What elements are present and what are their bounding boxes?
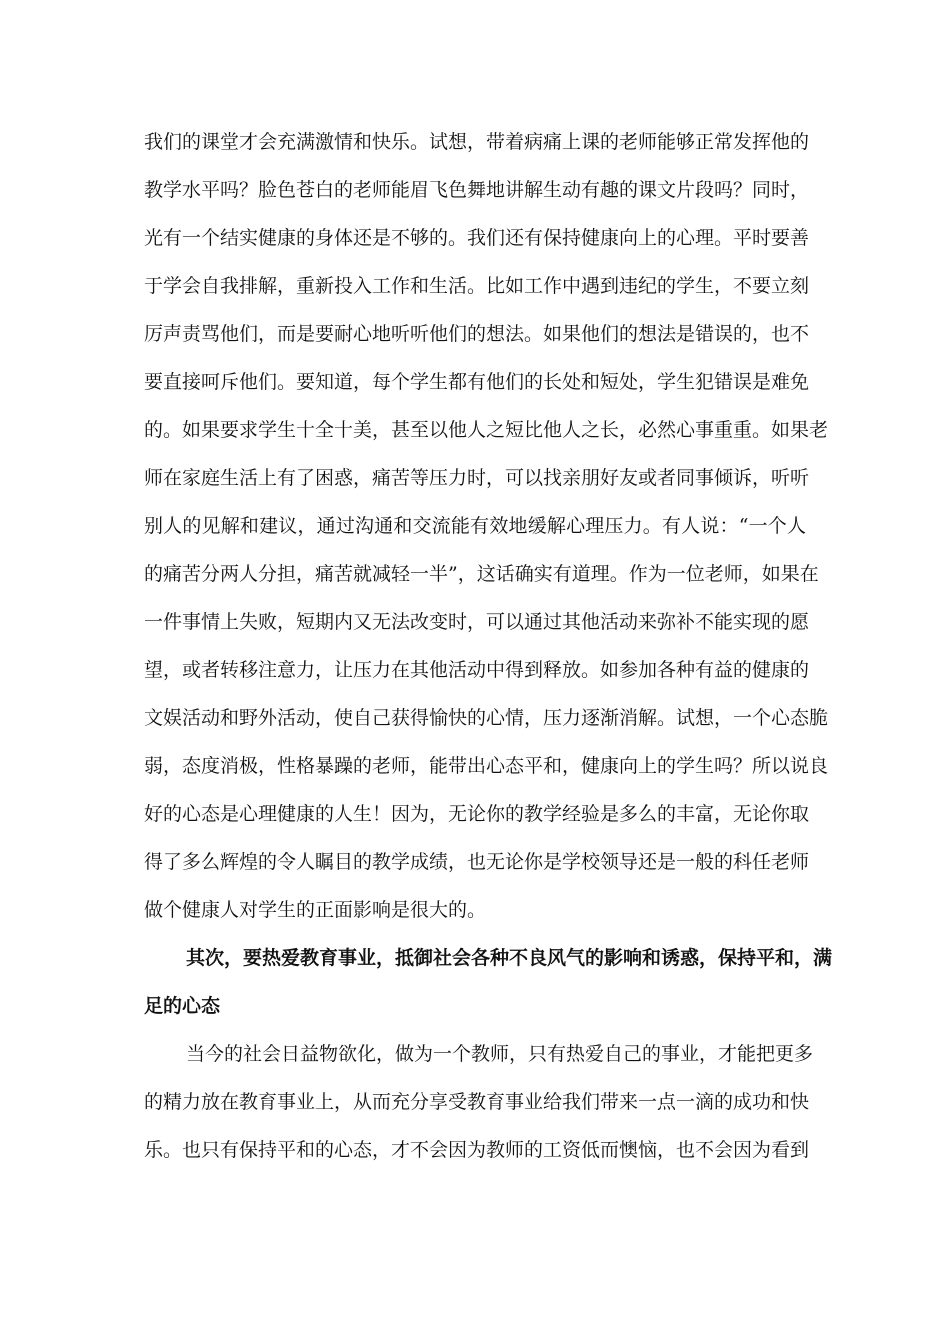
text-line: 光有一个结实健康的身体还是不够的。我们还有保持健康向上的心理。平时要善 xyxy=(144,227,810,249)
text-line: 弱，态度消极，性格暴躁的老师，能带出心态平和，健康向上的学生吗？所以说良 xyxy=(144,755,829,777)
text-line: 厉声责骂他们，而是要耐心地听听他们的想法。如果他们的想法是错误的，也不 xyxy=(144,323,810,345)
text-line: 一件事情上失败，短期内又无法改变时，可以通过其他活动来弥补不能实现的愿 xyxy=(144,611,810,633)
text-line: 教学水平吗？脸色苍白的老师能眉飞色舞地讲解生动有趣的课文片段吗？同时， xyxy=(144,179,810,201)
text-line: 师在家庭生活上有了困惑，痛苦等压力时，可以找亲朋好友或者同事倾诉，听听 xyxy=(144,467,810,489)
paragraph-health xyxy=(144,118,829,934)
text-line: 望，或者转移注意力，让压力在其他活动中得到释放。如参加各种有益的健康的 xyxy=(144,659,810,681)
document-body xyxy=(144,118,833,1174)
heading-line: 其次，要热爱教育事业，抵御社会各种不良风气的影响和诱惑，保持平和，满 xyxy=(186,947,833,969)
text-line: 乐。也只有保持平和的心态，才不会因为教师的工资低而懊恼，也不会因为看到 xyxy=(144,1139,810,1161)
text-line: 的。如果要求学生十全十美，甚至以他人之短比他人之长，必然心事重重。如果老 xyxy=(144,419,829,441)
paragraph-career xyxy=(144,1030,814,1174)
text-line: 于学会自我排解，重新投入工作和生活。比如工作中遇到违纪的学生，不要立刻 xyxy=(144,275,810,297)
section-heading xyxy=(144,934,833,1030)
text-line: 我们的课堂才会充满激情和快乐。试想，带着病痛上课的老师能够正常发挥他的 xyxy=(144,131,810,153)
text-line: 要直接呵斥他们。要知道，每个学生都有他们的长处和短处，学生犯错误是难免 xyxy=(144,371,810,393)
text-line: 当今的社会日益物欲化，做为一个教师，只有热爱自己的事业，才能把更多 xyxy=(186,1043,814,1065)
text-line: 好的心态是心理健康的人生！因为，无论你的教学经验是多么的丰富，无论你取 xyxy=(144,803,810,825)
text-line: 的精力放在教育事业上，从而充分享受教育事业给我们带来一点一滴的成功和快 xyxy=(144,1091,810,1113)
text-line: 做个健康人对学生的正面影响是很大的。 xyxy=(144,899,487,921)
text-line: 别人的见解和建议，通过沟通和交流能有效地缓解心理压力。有人说：“一个人 xyxy=(144,515,806,537)
text-line: 得了多么辉煌的令人瞩目的教学成绩，也无论你是学校领导还是一般的科任老师 xyxy=(144,851,810,873)
text-line: 的痛苦分两人分担，痛苦就减轻一半”，这话确实有道理。作为一位老师，如果在 xyxy=(144,563,819,585)
heading-line: 足的心态 xyxy=(144,995,221,1017)
text-line: 文娱活动和野外活动，使自己获得愉快的心情，压力逐渐消解。试想，一个心态脆 xyxy=(144,707,829,729)
